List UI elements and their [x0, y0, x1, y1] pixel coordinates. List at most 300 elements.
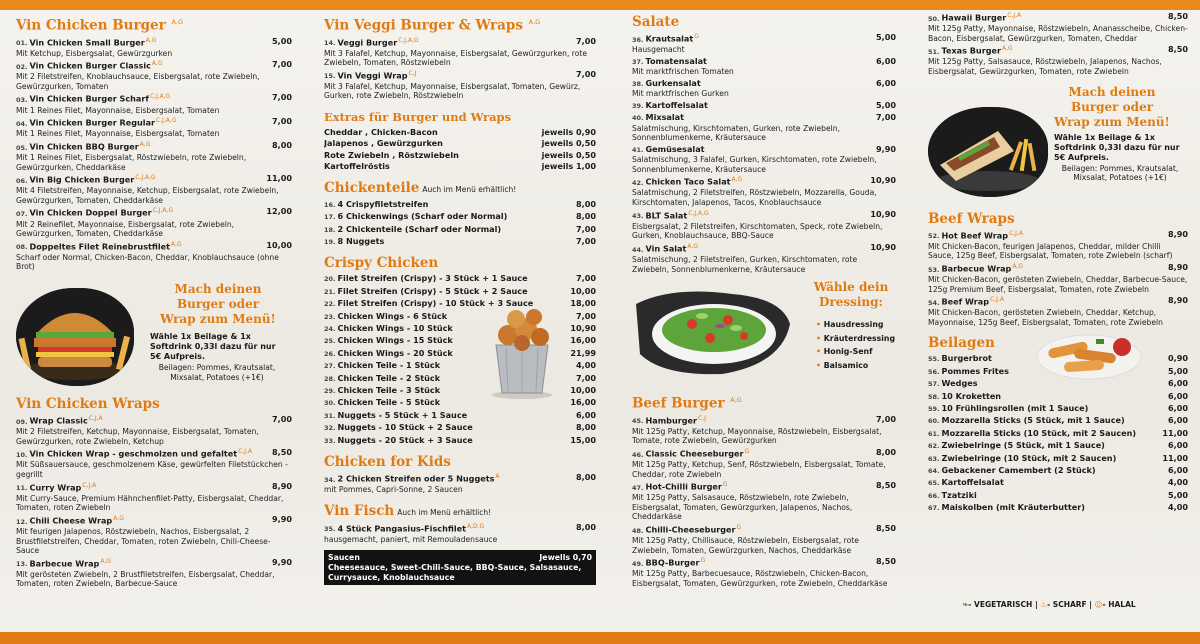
item-label [16, 514, 124, 527]
item-price: 15,00 [570, 434, 596, 445]
wrap-photo [928, 107, 1048, 197]
allergen-codes: A,G [731, 176, 743, 184]
item-label [324, 236, 384, 247]
item-price: 8,00 [272, 139, 292, 150]
item-label [928, 391, 1001, 402]
item-name: Wedges [941, 378, 978, 389]
fisch-list [324, 522, 596, 545]
item-label [632, 175, 742, 188]
menu-item [324, 127, 596, 137]
allergen-codes: C,J,A [238, 448, 253, 456]
item-number: 30. [324, 399, 336, 408]
item-name: Filet Streifen (Crispy) - 10 Stück + 3 Sauce [337, 298, 534, 309]
item-label [16, 173, 156, 186]
nuggets-bucket-photo [486, 295, 558, 399]
column-1 [16, 10, 292, 632]
item-number: 44. [632, 245, 644, 254]
item-name: Hot-Chilli Burger [645, 481, 722, 492]
item-number: 29. [324, 386, 336, 395]
item-number: 34. [324, 475, 336, 484]
item-description: Mit gerösteten Zwiebeln, 2 Brustfiletstreifen, Eisbergsalat, Cheddar, Tomaten, roten Zwiebeln, Barbecue-Sauce [16, 569, 275, 589]
item-label [632, 56, 707, 67]
beef-burger-list [632, 414, 896, 589]
menu-item [16, 173, 292, 205]
item-price: 9,90 [876, 143, 896, 154]
item-price: jeweils 0,90 [541, 127, 596, 138]
item-description: Mit 3 Falafel, Ketchup, Mayonnaise, Eisbergsalat, Gewürzgurken, rote Zwiebeln, Tomaten, Röstzwiebeln [324, 48, 588, 68]
item-price: 4,00 [1168, 502, 1188, 513]
item-price: 8,00 [576, 211, 596, 222]
item-label [324, 373, 440, 384]
item-name: Kartoffelsalat [645, 99, 708, 110]
item-price: jeweils 1,00 [541, 161, 596, 172]
item-name: Chicken Teile - 2 Stück [337, 372, 441, 383]
section-title-chickenteile: Chickenteile Auch im Menü erhältlich! [324, 179, 517, 196]
item-name: Zwiebelringe (10 Stück, mit 2 Saucen) [941, 452, 1117, 463]
item-price: 7,00 [272, 59, 292, 70]
veggi-list [324, 36, 596, 102]
item-number: 02. [16, 62, 28, 71]
dressing-list: • Hausdressing • Kräuterdressing • Honig-Senf • Balsamico [816, 318, 895, 372]
allergen-codes: C,J,A [1007, 12, 1022, 19]
item-name: 4 Crispyfiletstreifen [337, 198, 429, 209]
item-description: Mit 125g Patty, Ketchup, Senf, Röstzwiebeln, Eisbergsalat, Tomate, Cheddar, rote Zwiebeln [632, 460, 886, 479]
item-number: 22. [324, 300, 336, 309]
item-name: Chicken Taco Salat [645, 176, 731, 187]
menu-item [928, 415, 1188, 426]
item-label [16, 414, 103, 427]
item-description: Hausgemacht [632, 45, 685, 55]
item-label [324, 323, 453, 334]
allergen-codes: C,J,A [990, 296, 1004, 304]
column-3 [632, 10, 896, 632]
item-label [632, 32, 699, 45]
kids-list [324, 472, 596, 495]
promo-title-right: Mach deinen Burger oder Wrap zum Menü! [1054, 84, 1170, 129]
item-label: Kartoffelröstis [324, 161, 390, 172]
item-price: 5,00 [876, 32, 896, 42]
item-name: Gebackener Camembert (2 Stück) [941, 465, 1096, 476]
item-number: 58. [928, 392, 940, 401]
beef-wraps-list [928, 229, 1188, 328]
allergen-codes: C,J,A,G [398, 36, 419, 44]
menu-item [324, 150, 596, 160]
menu-item [928, 44, 1188, 76]
menu-item [324, 522, 596, 545]
item-number: 09. [16, 417, 28, 426]
item-label [928, 44, 1013, 57]
item-name: Gemüsesalat [645, 143, 705, 154]
item-name: Chicken Wings - 15 Stück [337, 335, 453, 346]
promo-body: Wähle 1x Beilage & 1x Softdrink 0,33l dazu für nur 5€ Aufpreis. Beilagen: Pommes, Krautsalat, Mixsalat, Potatoes (+1€) [150, 331, 276, 382]
item-price: 7,00 [576, 273, 596, 284]
item-name: BBQ-Burger [645, 558, 700, 569]
item-description: Mit marktfrischen Tomaten [632, 67, 734, 77]
item-price: 10,00 [266, 239, 292, 250]
menu-item [16, 36, 292, 59]
saucen-box: Saucen Jewells 0,70 Cheesesauce, Sweet-Chili-Sauce, BBQ-Sauce, Salsasauce, Currysauce, Knoblauchsauce [324, 550, 596, 585]
item-description: Mit Curry-Sauce, Premium Hähnchenfilet-Patty, Eisbergsalat, Cheddar, Tomaten, roten Zwiebeln [16, 493, 284, 513]
item-name: Nuggets - 5 Stück + 1 Sauce [337, 409, 468, 420]
item-description: Mit Chicken-Bacon, feurigen Jalapenos, Cheddar, milder Chilli Sauce, 125g Beef, Eisbergsalat, Tomaten, rote Zwiebeln (scharf) [928, 241, 1173, 261]
menu-item [928, 502, 1188, 513]
menu-item [16, 59, 292, 91]
item-description: Mit 4 Filetstreifen, Mayonnaise, Ketchup, Eisbergsalat, rote Zwiebeln, Gewürzgurken, Tomaten, Cheddarkäse [16, 186, 279, 205]
extras-list [324, 127, 596, 172]
item-label [928, 262, 1023, 275]
menu-item [928, 262, 1188, 294]
menu-item [324, 472, 596, 495]
chicken-burger-list [16, 36, 292, 272]
menu-item [16, 240, 292, 272]
item-name: Nuggets - 10 Stück + 2 Sauce [337, 422, 473, 433]
item-number: 04. [16, 119, 28, 128]
item-description: Salatmischung, 3 Falafel, Gurken, Kirschtomaten, rote Zwiebeln, Sonnenblumenkerne, Kräutersauce [632, 155, 877, 174]
menu-item [632, 480, 896, 522]
menu-promo-left [16, 280, 292, 392]
item-name: Veggi Burger [337, 37, 398, 48]
dressing-title: Wähle dein Dressing: [813, 280, 889, 310]
item-label [16, 557, 111, 570]
item-name: Vin Chicken Burger Regular [29, 117, 156, 128]
halal-icon: ☺ [1094, 600, 1103, 609]
item-label [928, 353, 992, 364]
item-name: Barbecue Wrap [941, 263, 1012, 274]
menu-item [16, 557, 292, 589]
menu-item [16, 92, 292, 115]
item-label [632, 209, 709, 222]
allergen-codes: A,G [1001, 45, 1013, 53]
section-title-beef-burger: Beef Burger $^{A,G}$ [632, 395, 742, 412]
item-name: Vin Chicken Small Burger [29, 37, 145, 48]
item-number: 19. [324, 237, 336, 246]
section-title-fisch: Vin Fisch Auch im Menü erhältlich! [324, 502, 492, 519]
item-price: 6,00 [1168, 403, 1188, 414]
item-name: 2 Chicken Streifen oder 5 Nuggets [337, 473, 495, 484]
item-label [324, 69, 416, 82]
menu-item [928, 490, 1188, 501]
item-description: Mit Ketchup, Eisbergsalat, Gewürzgurken [16, 48, 173, 58]
item-label [16, 92, 170, 105]
item-number: 49. [632, 560, 644, 569]
item-label [324, 522, 484, 535]
item-price: 21,99 [570, 347, 596, 358]
item-label [928, 378, 978, 389]
allergen-codes: C,J,A,G [688, 209, 709, 217]
section-title-beilagen: Beilagen [928, 335, 995, 352]
item-price: 5,00 [1168, 365, 1188, 376]
item-number: 24. [324, 324, 336, 333]
item-number: 63. [928, 454, 940, 463]
item-price: 5,00 [876, 99, 896, 110]
item-price: 8,00 [576, 198, 596, 209]
item-number: 16. [324, 200, 336, 209]
orange-brush-bottom [0, 632, 1200, 644]
item-label [324, 397, 440, 408]
item-number: 31. [324, 411, 336, 420]
item-name: Zwiebelringe (5 Stück, mit 1 Sauce) [941, 440, 1105, 451]
menu-item [632, 100, 896, 111]
item-description: Mit marktfrischen Gurken [632, 89, 729, 99]
allergen-codes: G [700, 557, 706, 565]
allergen-codes: A,D,G [466, 522, 485, 530]
item-label [928, 11, 1021, 24]
section-title-salate: Salate [632, 14, 680, 30]
menu-item [16, 414, 292, 446]
item-price: 6,00 [1168, 440, 1188, 451]
item-number: 14. [324, 39, 336, 48]
item-name: Chicken Teile - 3 Stück [337, 384, 441, 395]
item-number: 11. [16, 484, 28, 493]
item-description: Mit 1 Reines Filet, Mayonnaise, Eisbergsalat, Tomaten [16, 129, 220, 139]
item-price: 7,00 [576, 68, 596, 79]
item-price: 8,50 [1168, 11, 1188, 21]
section-title-kids: Chicken for Kids [324, 454, 451, 470]
item-price: 10,00 [570, 384, 596, 395]
menu-item [324, 36, 596, 68]
salad-photo [632, 284, 794, 378]
item-name: Tzatziki [941, 489, 977, 500]
menu-item [928, 428, 1188, 439]
crispy-block [324, 273, 596, 446]
item-price: 8,00 [576, 472, 596, 482]
item-number: 08. [16, 243, 28, 252]
item-description: hausgemacht, paniert, mit Remouladensauce [324, 534, 498, 544]
item-price: jeweils 0,50 [541, 149, 596, 160]
item-price: 18,00 [570, 298, 596, 309]
menu-item [324, 161, 596, 171]
item-number: 51. [928, 47, 940, 56]
item-number: 56. [928, 367, 940, 376]
item-price: 7,00 [272, 92, 292, 103]
menu-item [632, 56, 896, 77]
item-price: 10,90 [870, 241, 896, 252]
item-name: Chicken Teile - 1 Stück [337, 360, 441, 371]
menu-item [632, 32, 896, 55]
item-number: 36. [632, 35, 644, 44]
item-label [928, 229, 1023, 242]
item-description: Mit 125g Patty, Barbecuesauce, Röstzwiebeln, Chicken-Bacon, Eisbergsalat, Tomaten, Gewürzgurken, rote Zwiebeln, Cheddarkäse [632, 569, 888, 589]
item-label [324, 360, 440, 371]
menu-item [16, 116, 292, 139]
item-price: 6,00 [1168, 415, 1188, 426]
item-price: 6,00 [1168, 390, 1188, 401]
item-number: 38. [632, 79, 644, 88]
item-label [324, 385, 440, 396]
item-label [16, 447, 252, 460]
item-number: 64. [928, 467, 940, 476]
item-label [632, 480, 728, 493]
item-price: 7,00 [576, 35, 596, 46]
menu-item [928, 403, 1188, 414]
section-title-extras: Extras für Burger und Wraps [324, 110, 512, 125]
item-name: Classic Cheeseburger [645, 448, 744, 459]
item-number: 52. [928, 232, 940, 241]
item-label [324, 422, 473, 433]
item-label [16, 240, 182, 253]
item-description: Mit Süßsauersauce, geschmolzenem Käse, gewürfelten Filetstückchen - gegrillt [16, 460, 288, 479]
menu-item [632, 209, 896, 241]
item-name: Chili Cheese Wrap [29, 515, 113, 526]
menu-item [324, 410, 596, 421]
item-number: 43. [632, 212, 644, 221]
allergen-codes: A,G [113, 514, 124, 522]
menu-item [928, 440, 1188, 451]
item-number: 53. [928, 265, 940, 274]
item-name: Filet Streifen (Crispy) - 5 Stück + 2 Sauce [337, 285, 528, 296]
item-number: 55. [928, 355, 940, 364]
menu-item [632, 242, 896, 274]
item-number: 45. [632, 417, 644, 426]
item-price: 8,90 [1168, 228, 1188, 239]
item-name: Chicken Wings - 6 Stück [337, 310, 448, 321]
item-price: 11,00 [1162, 452, 1188, 463]
item-label [632, 144, 705, 155]
item-number: 65. [928, 479, 940, 488]
item-label [928, 295, 1004, 308]
menu-item [16, 447, 292, 479]
item-description: Mit 1 Reines Filet, Mayonnaise, Eisbergsalat, Tomaten [16, 105, 220, 115]
item-price: 7,00 [576, 372, 596, 383]
item-label [928, 415, 1125, 426]
item-number: 66. [928, 491, 940, 500]
item-price: 6,00 [876, 77, 896, 88]
allergen-codes: G [722, 481, 728, 489]
menu-item [632, 78, 896, 99]
menu-promo-right [928, 85, 1188, 207]
item-number: 10. [16, 450, 28, 459]
item-label [632, 523, 741, 536]
item-name: Pommes Frites [941, 365, 1009, 376]
item-description: Mit 125g Patty, Mayonnaise, Röstzwiebeln, Ananasscheibe, Chicken-Bacon, Eisbergsalat, Gewürzgurken, Tomaten, Cheddar [928, 24, 1188, 43]
chili-icon: ♨ [1040, 600, 1048, 609]
item-label [928, 366, 1009, 377]
item-label [16, 59, 163, 72]
item-number: 46. [632, 450, 644, 459]
item-number: 03. [16, 96, 28, 105]
item-number: 67. [928, 504, 940, 513]
item-price: 8,90 [272, 480, 292, 491]
item-number: 37. [632, 57, 644, 66]
item-name: Mixsalat [645, 112, 684, 123]
item-price: 7,00 [876, 112, 896, 123]
menu-item [632, 414, 896, 446]
item-description: Mit 125g Patty, Salsasauce, Röstzwiebeln, Jalapenos, Nachos, Eisbergsalat, Gewürzgurken, Tomaten, rote Zwiebeln [928, 57, 1162, 76]
item-price: 7,00 [576, 235, 596, 246]
column-2 [324, 10, 596, 632]
item-label [632, 556, 705, 569]
menu-item [632, 112, 896, 143]
item-label [324, 224, 501, 235]
item-name: Vin Chicken Wrap - geschmolzen und gefaltet [29, 448, 238, 459]
item-description: Salatmischung, Kirschtomaten, Gurken, rote Zwiebeln, Sonnenblumenkerne, Kräutersauce [632, 123, 841, 143]
section-title-beef-wraps: Beef Wraps [928, 210, 1015, 227]
item-label [324, 348, 453, 359]
allergen-codes: A,G [171, 240, 182, 248]
allergen-codes: G [744, 447, 750, 455]
item-price: 6,00 [876, 55, 896, 66]
item-price: 8,00 [876, 446, 896, 457]
allergen-codes: A,G [151, 60, 163, 68]
item-description: Mit 2 Reinefilet, Mayonnaise, Eisbergsalat, rote Zwiebeln, Gewürzgurken, Tomaten, Cheddarkäse [16, 219, 235, 239]
item-price: 4,00 [576, 360, 596, 371]
menu-item [928, 465, 1188, 476]
menu-item [16, 206, 292, 238]
menu-item [632, 556, 896, 588]
item-price: 7,00 [576, 223, 596, 234]
item-name: Hamburger [645, 415, 698, 426]
item-name: Chilli-Cheeseburger [645, 524, 736, 535]
item-price: 0,90 [1168, 353, 1188, 364]
item-number: 15. [324, 72, 336, 81]
menu-item [324, 69, 596, 101]
item-name: Tomatensalat [645, 55, 707, 66]
item-name: 6 Chickenwings (Scharf oder Normal) [337, 211, 508, 222]
item-price: jeweils 0,50 [541, 138, 596, 149]
item-description: Salatmischung, 2 Filetstreifen, Röstzwiebeln, Mozzarella, Gouda, Kirschtomaten, Jalapenos, Tacos, Knoblauchsauce [632, 188, 877, 207]
item-name: 2 Chickenteile (Scharf oder Normal) [337, 223, 502, 234]
item-label [324, 211, 507, 222]
promo-title: Mach deinen Burger oder Wrap zum Menü! [160, 281, 276, 326]
item-price: 11,00 [1162, 427, 1188, 438]
section-title-chicken-burger: Vin Chicken Burger $^{A,G}$ [16, 17, 183, 34]
item-price: 7,00 [876, 413, 896, 424]
item-description: Mit 2 Filetstreifen, Ketchup, Mayonnaise, Eisbergsalat, Tomaten, Gewürzgurken, rote Zwiebeln, Ketchup [16, 427, 259, 446]
item-description: Salatmischung, 2 Filetstreifen, Gurken, Kirschtomaten, rote Zwiebeln, Sonnenblumenkerne, Kräutersauce [632, 254, 858, 274]
item-name: Nuggets - 20 Stück + 3 Sauce [337, 434, 473, 445]
item-label [928, 502, 1085, 513]
item-number: 62. [928, 442, 940, 451]
menu-item [928, 11, 1188, 43]
item-number: 01. [16, 39, 28, 48]
item-name: Vin Salat [645, 243, 687, 254]
item-description: mit Pommes, Capri-Sonne, 2 Saucen [324, 485, 463, 495]
allergen-codes: A,G [145, 36, 157, 44]
vegetarian-icon: ❧ [962, 600, 969, 609]
item-label [324, 273, 528, 284]
item-number: 18. [324, 225, 336, 234]
item-number: 47. [632, 483, 644, 492]
item-price: 6,00 [1168, 465, 1188, 476]
menu-item [16, 514, 292, 556]
menu-item [928, 295, 1188, 327]
allergen-codes: A [495, 473, 500, 480]
item-label [16, 140, 150, 153]
item-price: 5,00 [272, 35, 292, 46]
item-number: 23. [324, 312, 336, 321]
item-label [324, 36, 419, 49]
menu-item [632, 144, 896, 175]
item-number: 05. [16, 143, 28, 152]
item-number: 12. [16, 517, 28, 526]
menu-item [324, 211, 596, 222]
item-price: 8,50 [876, 480, 896, 491]
item-name: Vin Chicken BBQ Burger [29, 141, 139, 152]
item-label [928, 428, 1136, 439]
item-name: Barbecue Wrap [29, 558, 100, 569]
item-name: 4 Stück Pangasius-Fischfilet [337, 523, 466, 534]
orange-brush-top [0, 0, 1200, 10]
item-price: 7,00 [272, 413, 292, 424]
menu-item [16, 481, 292, 513]
item-name: Filet Streifen (Crispy) - 3 Stück + 1 Sauce [337, 273, 528, 284]
item-label [324, 410, 467, 421]
allergen-codes: C,J,A,G [149, 93, 171, 101]
item-price: 9,90 [272, 556, 292, 567]
item-number: 06. [16, 176, 28, 185]
item-label [324, 472, 500, 485]
item-label [16, 36, 156, 49]
